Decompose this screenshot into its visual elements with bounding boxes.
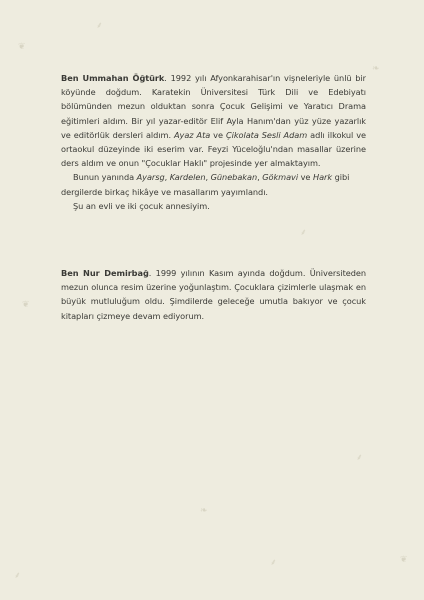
leaf-speck-icon: ⸙ bbox=[14, 571, 21, 581]
author-name: Ben Ummahan Öğtürk bbox=[61, 73, 165, 83]
book-title: Çikolata Sesli Adam bbox=[225, 129, 308, 140]
author-bio-paragraph bbox=[61, 199, 366, 213]
bio-text: adlı ilkokul ve ortaokul düzeyinde iki eserim var. Feyzi Yüceloğlu'ndan masallar üzerine ders aldım ve onun "Çocuklar Haklı" projesinde yer almaktayım. bbox=[61, 129, 367, 169]
book-title: Ayaz Ata bbox=[173, 129, 211, 140]
bio-text: Şu an evli ve iki çocuk annesiyim. bbox=[73, 200, 210, 211]
leaf-speck-icon: ❦ bbox=[22, 300, 30, 310]
bio-text: gibi dergilerde birkaç hikâye ve masallarım yayımlandı. bbox=[61, 172, 350, 197]
bio-text: , bbox=[164, 172, 170, 183]
bio-text: Bunun yanında bbox=[73, 172, 137, 183]
magazine-title: Hark bbox=[312, 172, 333, 183]
leaf-speck-icon: ⸙ bbox=[300, 228, 307, 238]
magazine-title: Ayarsg bbox=[136, 172, 165, 183]
bio-text: , bbox=[205, 172, 211, 183]
illustrator-name: Ben Nur Demirbağ bbox=[61, 268, 149, 278]
bio-text: . 1999 yılının Kasım ayında doğdum. Üniversiteden mezun olunca resim üzerine yoğunlaştım. Çocuklara çizimlerle ulaşmak en büyük mutluluğum oldu. Şimdilerde geleceğe umutla bakıyor ve çocuk kitapları çizmeye devam ediyorum. bbox=[61, 268, 366, 321]
bio-text: , bbox=[257, 172, 263, 183]
bio-text: ve bbox=[210, 129, 226, 140]
leaf-speck-icon: ❦ bbox=[18, 42, 26, 52]
leaf-speck-icon: ⸙ bbox=[270, 558, 277, 568]
author-bio bbox=[61, 71, 366, 213]
magazine-title: Kardelen bbox=[169, 172, 206, 183]
magazine-title: Günebakan bbox=[210, 172, 258, 183]
author-bio-paragraph bbox=[61, 170, 366, 198]
leaf-speck-icon: ❧ bbox=[372, 64, 380, 74]
leaf-speck-icon: ❦ bbox=[400, 555, 408, 565]
leaf-speck-icon: ⸙ bbox=[96, 21, 103, 31]
author-bio-paragraph bbox=[61, 71, 366, 170]
illustrator-bio bbox=[61, 266, 366, 323]
magazine-title: Gökmavi bbox=[262, 172, 299, 183]
leaf-speck-icon: ⸙ bbox=[356, 453, 363, 463]
bio-text: ve bbox=[298, 172, 313, 183]
bio-text: . 1992 yılı Afyonkarahisar'ın vişneleriyle ünlü bir köyünde doğdum. Karatekin Üniversitesi Türk Dili ve Edebiyatı bölümünden mezun olduktan sonra Çocuk Gelişimi ve Yaratıcı Drama eğitimleri aldım. Bir yıl yazar-editör Elif Ayla Hanım'dan yüz yüze yazarlık ve editörlük dersleri aldım. bbox=[61, 73, 366, 140]
leaf-speck-icon: ❧ bbox=[200, 506, 208, 516]
illustrator-bio-paragraph bbox=[61, 266, 366, 323]
